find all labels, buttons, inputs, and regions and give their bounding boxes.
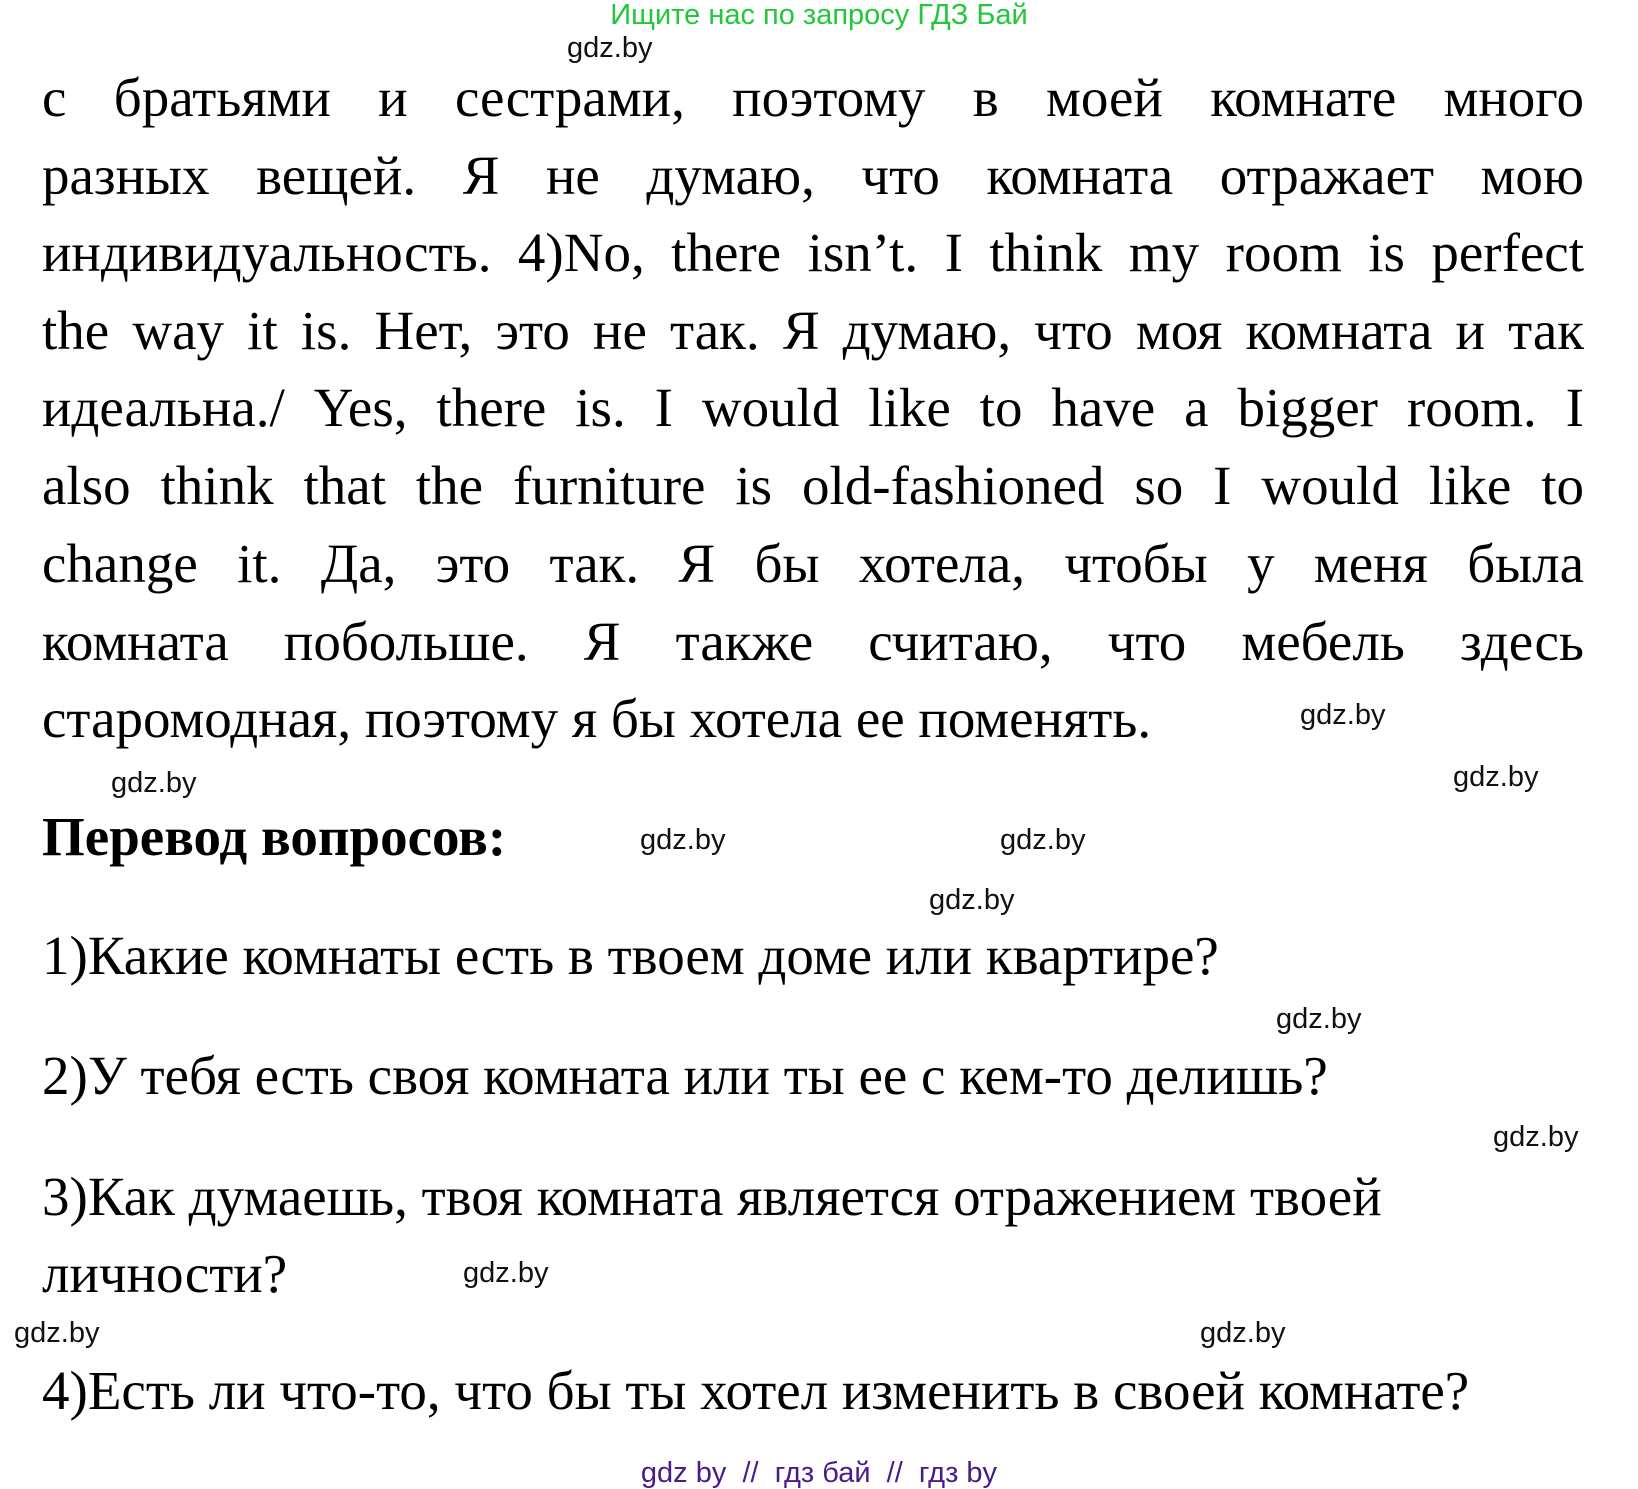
watermark: gdz.by: [1000, 824, 1086, 856]
watermark: gdz.by: [929, 884, 1015, 916]
text-line: индивидуальность. 4)No, there isn’t. I think my room is perfect: [42, 222, 1584, 283]
question-item: личности?: [42, 1243, 288, 1304]
text-line: разных вещей. Я не думаю, что комната отражает мою: [42, 145, 1584, 206]
watermark: gdz.by: [1493, 1121, 1579, 1153]
question-item: 1)Какие комнаты есть в твоем доме или квартире?: [42, 925, 1219, 986]
watermark: gdz.by: [567, 32, 653, 64]
watermark: gdz.by: [1300, 699, 1386, 731]
footer-links[interactable]: gdz by // гдз бай // гдз by: [640, 1457, 998, 1489]
text-line: also think that the furniture is old-fashioned so I would like to: [42, 455, 1584, 516]
watermark: gdz.by: [1453, 761, 1539, 793]
text-line: change it. Да, это так. Я бы хотела, чтобы у меня была: [42, 533, 1584, 594]
question-item: 4)Есть ли что-то, что бы ты хотел изменить в своей комнате?: [42, 1360, 1470, 1421]
section-heading: Перевод вопросов:: [42, 806, 507, 867]
question-item: 2)У тебя есть своя комната или ты ее с кем-то делишь?: [42, 1045, 1328, 1106]
watermark: gdz.by: [14, 1317, 100, 1349]
text-line: с братьями и сестрами, поэтому в моей комнате много: [42, 67, 1584, 128]
text-line: комната побольше. Я также считаю, что мебель здесь: [42, 611, 1584, 672]
watermark: gdz.by: [1200, 1317, 1286, 1349]
search-hint-banner: Ищите нас по запросу ГДЗ Бай: [610, 0, 1028, 31]
text-line: идеальна./ Yes, there is. I would like to have a bigger room. I: [42, 377, 1584, 438]
watermark: gdz.by: [463, 1257, 549, 1289]
text-line: the way it is. Нет, это не так. Я думаю, что моя комната и так: [42, 300, 1584, 361]
watermark: gdz.by: [111, 767, 197, 799]
text-line: старомодная, поэтому я бы хотела ее поменять.: [42, 688, 1152, 749]
watermark: gdz.by: [1276, 1003, 1362, 1035]
question-item: 3)Как думаешь, твоя комната является отражением твоей: [42, 1166, 1382, 1227]
watermark: gdz.by: [640, 824, 726, 856]
